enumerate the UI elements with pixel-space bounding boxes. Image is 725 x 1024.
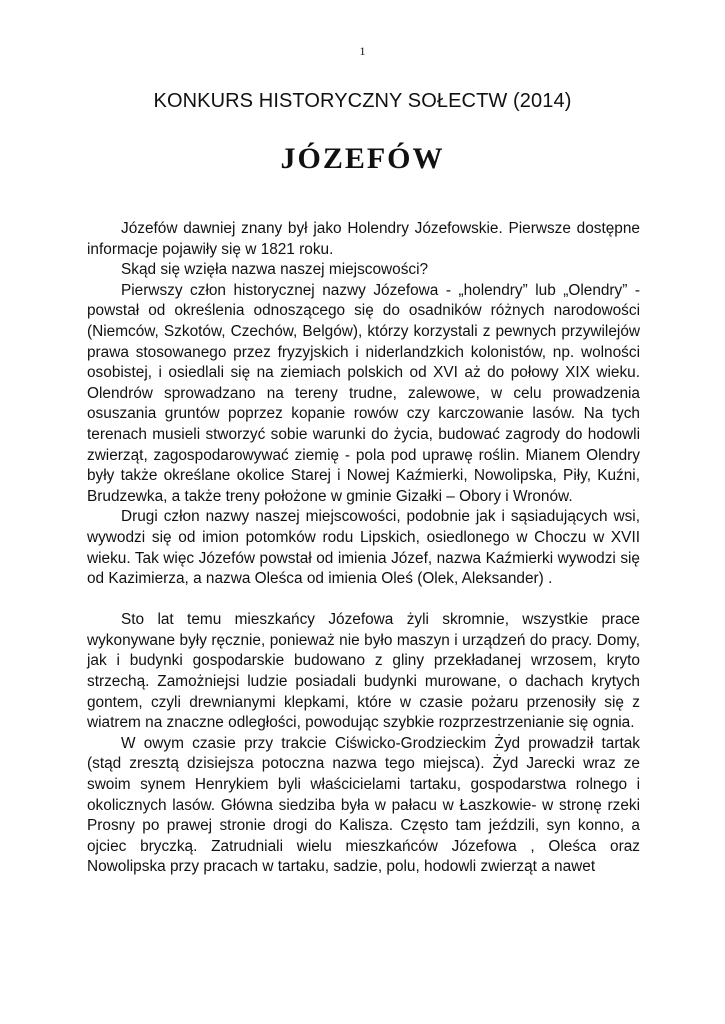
- paragraph-sawmill: W owym czasie przy trakcie Ciświcko-Grodzieckim Żyd prowadził tartak (stąd zresztą dzisiejsza potoczna nazwa tego miejsca). Żyd Jarecki wraz ze swoim synem Henrykiem byli właścicielami tartaku, gospodarstwa rolnego i okolicznych lasów. Główna siedziba była w pałacu w Łaszkowie- w stronę rzeki Prosny po prawej stronie drogi do Kalisza. Często tam jeździli, syn konno, a ojciec bryczką. Zatrudniali wielu mieszkańców Józefowa , Oleśca oraz Nowolipska przy pracach w tartaku, sadzie, polu, hodowli zwierząt a nawet: [87, 734, 640, 876]
- paragraph-hundred-years: Sto lat temu mieszkańcy Józefowa żyli skromnie, wszystkie prace wykonywane były ręcznie, ponieważ nie było maszyn i urządzeń do pracy. Domy, jak i budynki gospodarskie budowano z gliny przekładanej wrzosem, kryto strzechą. Zamożniejsi ludzie posiadali budynki murowane, o dachach krytych gontem, czyli drewnianymi klepkami, które w czasie pożaru przenosiły się z wiatrem na znaczne odległości, powodując szybkie rozprzestrzenianie się ognia.: [87, 611, 640, 732]
- paragraph-second-part-name: Drugi człon nazwy naszej miejscowości, podobnie jak i sąsiadujących wsi, wywodzi się od imion potomków rodu Lipskich, osiedlonego w Choczu w XVII wieku. Tak więc Józefów powstał od imienia Józef, nazwa Kaźmierki wywodzi się od Kazimierza, a nazwa Oleśca od imienia Oleś (Olek, Aleksander) .: [87, 508, 640, 588]
- document-heading: KONKURS HISTORYCZNY SOŁECTW (2014): [153, 90, 572, 112]
- document-body: [87, 219, 640, 878]
- paragraph-intro: Józefów dawniej znany był jako Holendry Józefowskie. Pierwsze dostępne informacje pojawiły się w 1821 roku.: [87, 220, 640, 258]
- document-title: JÓZEFÓW: [280, 142, 445, 175]
- paragraph-question: Skąd się wzięła nazwa naszej miejscowości?: [121, 261, 429, 279]
- paragraph-first-part-name: Pierwszy człon historycznej nazwy Józefowa - „holendry” lub „Olendry” - powstał od określenia odnoszącego się do osadników różnych narodowości (Niemców, Szkotów, Czechów, Belgów), którzy korzystali z pewnych przywilejów prawa stosowanego przez fryzyjskich i niderlandzkich kolonistów, np. wolności osobistej, i osiedlali się na ziemiach polskich od XVI aż do połowy XIX wieku. Olendrów sprowadzano na tereny trudne, zalewowe, w celu prowadzenia osuszania gruntów poprzez kopanie rowów czy karczowanie lasów. Na tych terenach musieli stworzyć sobie warunki do życia, budować zagrody do hodowli zwierząt, zagospodarowywać ziemię - pola pod uprawę roślin. Mianem Olendry były także określane okolice Starej i Nowej Kaźmierki, Nowolipska, Piły, Kuźni, Brudzewka, a także treny położone w gminie Gizałki – Obory i Wronów.: [87, 281, 640, 505]
- page-number: 1: [359, 44, 366, 58]
